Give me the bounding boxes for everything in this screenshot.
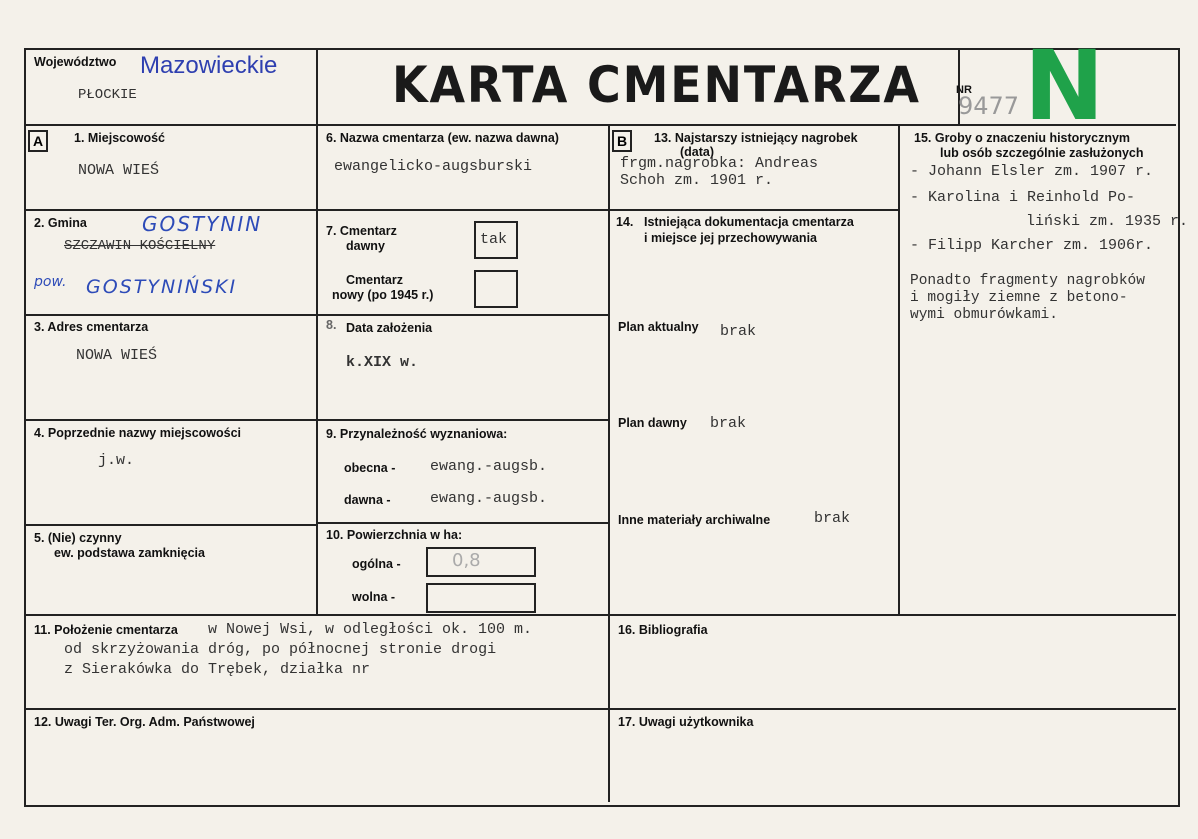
area-total-box bbox=[426, 547, 536, 577]
field-9-current-label: obecna - bbox=[344, 461, 396, 475]
divider bbox=[608, 126, 610, 802]
plan-current-label: Plan aktualny bbox=[618, 320, 699, 334]
field-13-sublabel: (data) bbox=[680, 145, 715, 159]
plan-old-label: Plan dawny bbox=[618, 416, 687, 430]
voivodeship-old: PŁOCKIE bbox=[78, 87, 137, 103]
old-cemetery-value: tak bbox=[480, 231, 508, 248]
field-14-number: 14. bbox=[616, 215, 634, 229]
divider bbox=[26, 124, 1176, 126]
area-free-box bbox=[426, 583, 536, 613]
field-12-label: 12. Uwagi Ter. Org. Adm. Państwowej bbox=[34, 715, 255, 729]
field-13-label: 13. Najstarszy istniejący nagrobek bbox=[654, 131, 858, 145]
note-line: i mogiły ziemne z betono- bbox=[910, 290, 1128, 306]
field-5-sublabel: ew. podstawa zamknięcia bbox=[54, 546, 205, 560]
field-1-label: 1. Miejscowość bbox=[74, 131, 166, 145]
field-11-label: 11. Położenie cmentarza bbox=[34, 623, 178, 637]
field-10-free-label: wolna - bbox=[352, 590, 396, 604]
divider bbox=[26, 314, 316, 316]
grave-entry: liński zm. 1935 r. bbox=[1026, 213, 1189, 230]
field-7b-label: Cmentarz bbox=[346, 273, 403, 287]
divider bbox=[26, 614, 1176, 616]
grave-entry: - Johann Elsler zm. 1907 r. bbox=[910, 163, 1154, 180]
divider bbox=[316, 50, 318, 616]
field-7-label: 7. Cmentarz bbox=[326, 224, 397, 238]
field-11-line1: w Nowej Wsi, w odległości ok. 100 m. bbox=[208, 621, 533, 638]
field-11-line3: z Sierakówka do Trębek, działka nr bbox=[64, 661, 371, 678]
field-3-value: NOWA WIEŚ bbox=[76, 347, 158, 364]
category-marker: N bbox=[1024, 30, 1105, 142]
field-9-former-label: dawna - bbox=[344, 493, 391, 507]
field-13-value-line1: frgm.nagrobka: Andreas bbox=[620, 155, 819, 172]
nr-label: NR bbox=[956, 84, 972, 96]
field-7b-sublabel: nowy (po 1945 r.) bbox=[332, 288, 434, 302]
other-materials-label: Inne materiały archiwalne bbox=[618, 513, 771, 527]
divider bbox=[26, 209, 316, 211]
field-4-value: j.w. bbox=[98, 452, 135, 469]
field-8-label: Data założenia bbox=[346, 321, 433, 335]
divider bbox=[26, 524, 316, 526]
nr-value: 9477 bbox=[958, 92, 1020, 120]
note-line: wymi obmurówkami. bbox=[910, 307, 1058, 323]
field-5-label: 5. (Nie) czynny bbox=[34, 531, 122, 545]
area-total-value: 0,8 bbox=[452, 550, 481, 571]
field-10-label: 10. Powierzchnia w ha: bbox=[326, 528, 463, 542]
field-10-total-label: ogólna - bbox=[352, 557, 401, 571]
divider bbox=[26, 708, 1176, 710]
divider bbox=[318, 209, 608, 211]
field-8-number: 8. bbox=[326, 318, 337, 332]
divider bbox=[318, 419, 608, 421]
field-17-label: 17. Uwagi użytkownika bbox=[618, 715, 754, 729]
field-13-value-line2: Schoh zm. 1901 r. bbox=[620, 172, 774, 189]
field-2-struck: SZCZAWIN KOŚCIELNY bbox=[64, 238, 216, 254]
field-7-sublabel: dawny bbox=[346, 239, 385, 253]
field-11-line2: od skrzyżowania dróg, po północnej stronie drogi bbox=[64, 641, 497, 658]
other-materials-value: brak bbox=[814, 510, 851, 527]
field-8-value: k.XIX w. bbox=[346, 354, 419, 371]
divider bbox=[610, 209, 898, 211]
grave-entry: - Karolina i Reinhold Po- bbox=[910, 189, 1136, 206]
field-9-former-value: ewang.-augsb. bbox=[430, 490, 548, 507]
field-14-sublabel: i miejsce jej przechowywania bbox=[644, 231, 817, 245]
plan-old-value: brak bbox=[710, 415, 747, 432]
field-2-handwritten: GOSTYNIN bbox=[142, 212, 263, 236]
field-9-label: 9. Przynależność wyznaniowa: bbox=[326, 427, 508, 441]
divider bbox=[318, 522, 608, 524]
voivodeship-stamp: Mazowieckie bbox=[140, 52, 278, 79]
field-15-sublabel: lub osób szczególnie zasłużonych bbox=[940, 146, 1144, 160]
district-value: GOSTYNIŃSKI bbox=[86, 276, 238, 298]
divider bbox=[26, 419, 316, 421]
field-4-label: 4. Poprzednie nazwy miejscowości bbox=[34, 426, 242, 440]
divider bbox=[318, 314, 608, 316]
field-2-label: 2. Gmina bbox=[34, 216, 87, 230]
field-14-label: Istniejąca dokumentacja cmentarza bbox=[644, 215, 854, 229]
section-a-marker: A bbox=[28, 130, 48, 152]
voivodeship-label: Województwo bbox=[34, 55, 117, 69]
grave-entry: - Filipp Karcher zm. 1906r. bbox=[910, 237, 1154, 254]
field-16-label: 16. Bibliografia bbox=[618, 623, 708, 637]
field-6-value: ewangelicko-augsburski bbox=[334, 158, 533, 175]
field-9-current-value: ewang.-augsb. bbox=[430, 458, 548, 475]
old-cemetery-checkbox bbox=[474, 221, 518, 259]
note-line: Ponadto fragmenty nagrobków bbox=[910, 273, 1145, 289]
field-6-label: 6. Nazwa cmentarza (ew. nazwa dawna) bbox=[326, 131, 559, 145]
plan-current-value: brak bbox=[720, 323, 757, 340]
field-3-label: 3. Adres cmentarza bbox=[34, 320, 149, 334]
card-title: KARTA CMENTARZA bbox=[392, 56, 921, 114]
field-15-label: 15. Groby o znaczeniu historycznym bbox=[914, 131, 1131, 145]
new-cemetery-checkbox bbox=[474, 270, 518, 308]
field-1-value: NOWA WIEŚ bbox=[78, 162, 160, 179]
divider bbox=[898, 126, 900, 616]
district-label: pow. bbox=[34, 274, 67, 290]
section-b-marker: B bbox=[612, 130, 632, 152]
